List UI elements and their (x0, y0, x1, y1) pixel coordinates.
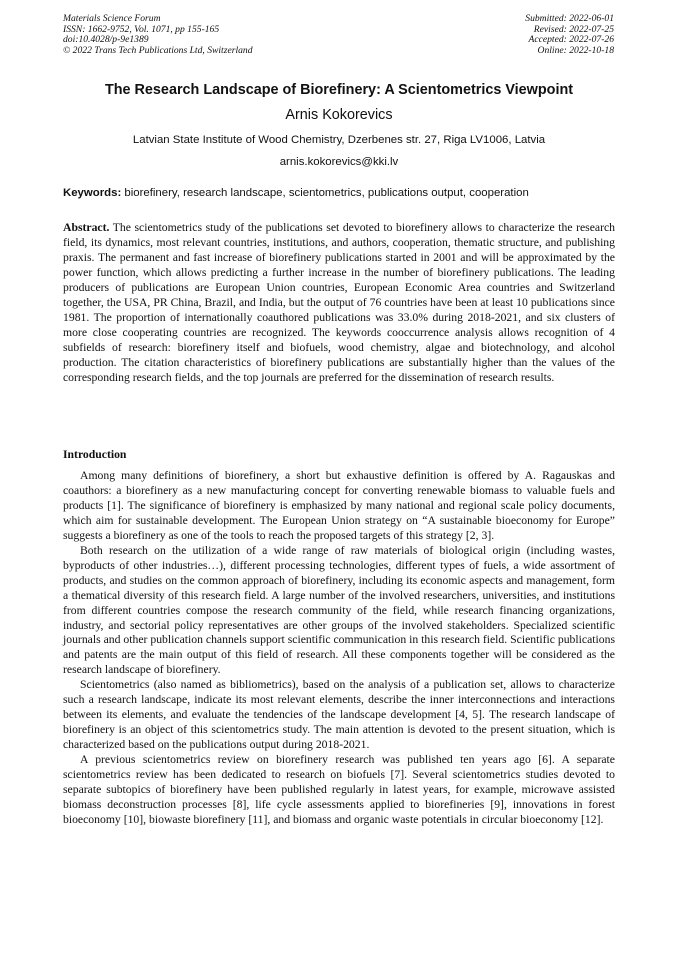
author-name: Arnis Kokorevics (285, 107, 393, 123)
keywords (63, 187, 618, 199)
journal-info (63, 14, 253, 57)
keywords-text: biorefinery, research landscape, scientometrics, publications output, cooperation (124, 187, 529, 199)
author-email[interactable]: arnis.kokorevics@kki.lv (279, 156, 399, 168)
date-online: Online: 2022-10-18 (537, 45, 614, 57)
abstract-text: The scientometrics study of the publications set devoted to biorefinery allows to characterize the research field, its dynamics, most relevant countries, institutions, and authors, cooperation, thematic structure, and publishing praxis. The permanent and fast increase of biorefinery publications started in 2001 and will be approximated by the power function, which allows predicting a further increase in the number of biorefinery publications. The leading producers of publications are European Union countries, European Economic Area countries and Switzerland together, the USA, PR China, Brazil, and India, but the output of 76 countries have been at least 10 publications since 1981. The proportion of internationally coauthored publications was 33.0% during 2018-2021, and six clusters of more close cooperating countries are recognized. The keywords cooccurrence analysis allows recognition of 4 subfields of research: biorefinery itself and biofuels, wood chemistry, algae and biotechnology, and alcohol production. The citation characteristics of biorefinery publications are substantially higher than the values of the corresponding research fields, and the top journals are preferred for the dissemination of research results. (63, 221, 615, 384)
intro-paragraph: Both research on the utilization of a wide range of raw materials of biological origin (including wastes, byproducts of other industries…), different processing technologies, different types of fuels, a wide assortment of products, and studies on the common approach of biorefinery, including its economic aspects and management, form a thematical diversity of this research field. A large number of the involved researchers, universities, and institutions from different countries compose the research community of the field, while research financing organizations, industry, and sectorial policy representatives are other groups of the involved stakeholders. Specialized scientific journals and other publication channels support scientific communication in this research field. Scientific publications and patents are the main output of this field of research. All these components together will be considered as the research landscape of biorefinery. (63, 543, 615, 677)
introduction-heading: Introduction (63, 448, 127, 461)
date-accepted: Accepted: 2022-07-26 (528, 34, 614, 46)
author-affiliation: Latvian State Institute of Wood Chemistry, Dzerbenes str. 27, Riga LV1006, Latvia (132, 134, 546, 146)
keywords-label: Keywords: (63, 187, 122, 199)
introduction-body (63, 469, 615, 828)
intro-paragraph: A previous scientometrics review on biorefinery research was published ten years ago [6]. A separate scientometrics review has been dedicated to research on biofuels [7]. Several scientometrics studies devoted to separate subtopics of biorefinery have been published regularly in latest years, for example, microwave assisted biomass deconstruction processes [8], life cycle assessments applied to biorefineries [9], innovations in forest bioeconomy [10], biowaste biorefinery [11], and biomass and organic waste potentials in circular bioeconomy [12]. (63, 753, 615, 826)
intro-paragraph: Among many definitions of biorefinery, a short but exhaustive definition is offered by A. Ragauskas and coauthors: a biorefinery as a new manufacturing concept for converting renewable biomass to valuable fuels and products [1]. The significance of biorefinery is emphasized by many national and regional scale policy documents, which aim for sustainable development. The European Union strategy on “A sustainable bioeconomy for Europe” suggests a biorefinery as one of the tools to reach the proposed targets of this strategy [2, 3]. (63, 469, 615, 542)
abstract (63, 221, 615, 385)
journal-doi: doi:10.4028/p-9e1389 (63, 34, 149, 46)
journal-name: Materials Science Forum (63, 13, 161, 24)
paper-title: The Research Landscape of Biorefinery: A Scientometrics Viewpoint (104, 82, 574, 98)
journal-copyright: © 2022 Trans Tech Publications Ltd, Switzerland (63, 45, 253, 57)
abstract-label: Abstract. (63, 221, 110, 234)
submission-dates (525, 14, 614, 57)
journal-issn: ISSN: 1662-9752, Vol. 1071, pp 155-165 (63, 23, 220, 35)
date-revised: Revised: 2022-07-25 (533, 23, 614, 35)
intro-paragraph: Scientometrics (also named as bibliometrics), based on the analysis of a publication set, allows to characterize such a research landscape, indicate its most relevant elements, describe the inner interconnections and interactions between its elements, and evaluate the tendencies of the landscape development [4, 5]. The research landscape of biorefinery is an object of this scientometrics study. The main attention is devoted to the present situation, which is characterized based on the publications output during 2018-2021. (63, 678, 615, 752)
date-submitted: Submitted: 2022-06-01 (525, 13, 614, 24)
